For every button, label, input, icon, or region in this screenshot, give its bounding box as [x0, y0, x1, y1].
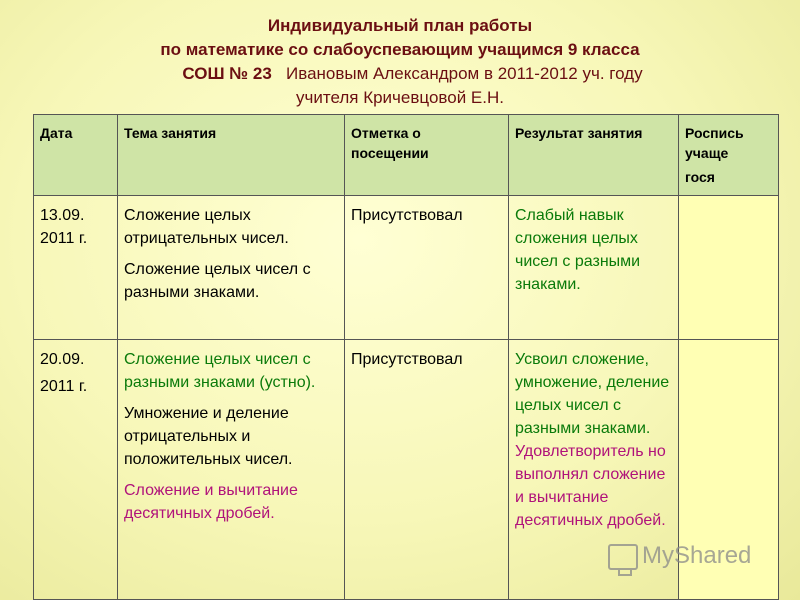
cell-date	[34, 196, 118, 340]
table-row	[34, 196, 779, 340]
title-line-3	[0, 62, 800, 86]
header-attendance: Отметка о посещении	[345, 115, 509, 196]
header-signature	[679, 115, 779, 196]
presentation-icon	[608, 544, 638, 570]
watermark	[608, 536, 778, 576]
cell-result: Слабый навык сложения целых чисел с разными знаками.	[509, 196, 679, 340]
result-item: Удовлетворитель но выполнял сложение и вычитание десятичных дробей.	[515, 443, 666, 529]
header-signature-line-2: гося	[685, 169, 715, 185]
date-year: 2011 г.	[40, 378, 88, 395]
cell-date	[34, 340, 118, 600]
cell-signature	[679, 196, 779, 340]
cell-attendance: Присутствовал	[345, 196, 509, 340]
header-date: Дата	[34, 115, 118, 196]
plan-table	[33, 114, 779, 600]
student-and-year: Ивановым Александром в 2011-2012 уч. году	[286, 64, 643, 83]
date-year: 2011 г.	[40, 230, 88, 247]
header-signature-line-1: Роспись учаще	[685, 125, 744, 161]
header-topic: Тема занятия	[118, 115, 345, 196]
topic-item: Сложение целых отрицательных чисел.	[124, 207, 289, 247]
cell-topic	[118, 196, 345, 340]
topic-item: Сложение целых чисел с разными знаками (устно).	[124, 351, 316, 391]
date-day: 13.09.	[40, 207, 85, 224]
watermark-text: MyShared	[642, 542, 752, 569]
title-line-2: по математике со слабоуспевающим учащимся 9 класса	[160, 40, 640, 59]
cell-attendance: Присутствовал	[345, 340, 509, 600]
document-title	[0, 14, 800, 110]
topic-item: Умножение и деление отрицательных и положительных чисел.	[124, 405, 293, 468]
date-day: 20.09.	[40, 351, 85, 368]
result-item: Усвоил сложение, умножение, деление целых чисел с разными знаками.	[515, 351, 670, 437]
cell-topic	[118, 340, 345, 600]
header-result: Результат занятия	[509, 115, 679, 196]
topic-item: Сложение целых чисел с разными знаками.	[124, 261, 311, 301]
header-row	[34, 115, 779, 196]
school-number: СОШ № 23	[182, 64, 272, 83]
topic-item: Сложение и вычитание десятичных дробей.	[124, 482, 298, 522]
title-line-1: Индивидуальный план работы	[267, 16, 533, 35]
title-line-4: учителя Кричевцовой Е.Н.	[296, 88, 504, 107]
